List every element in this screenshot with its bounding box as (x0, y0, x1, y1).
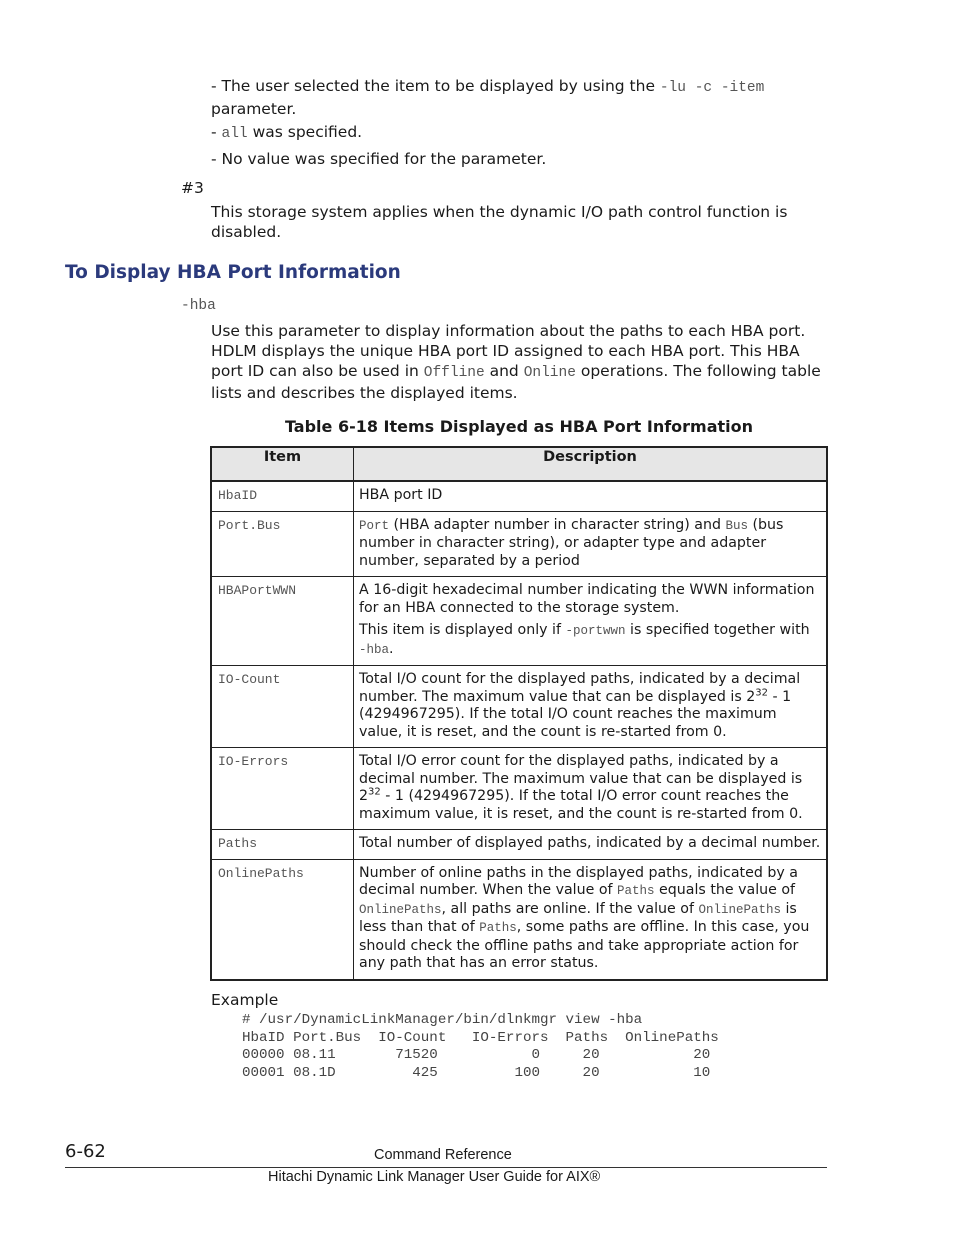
parameter-description: Use this parameter to display information about the paths to each HBA port. HDLM displays the unique HBA port ID assigned to each HBA port. This HBA port ID can also be used in Offline and Online operations. The following table lists and describes the displayed items. (211, 322, 821, 402)
description-cell: Number of online paths in the displayed paths, indicated by a decimal number. When the value of Paths equals the value of OnlinePaths, all paths are online. If the value of OnlinePaths is less than that of Paths, some paths are offline. In this case, you should check the offline paths and take appropriate action for any path that has an error status. (354, 859, 828, 980)
description-cell: Total I/O error count for the displayed paths, indicated by a decimal number. The maximum value that can be displayed is $2^{32} - 1$ (4294967295). If the total I/O error count reaches the maximum value, it is reset, and the count is re-started from 0. (354, 748, 828, 830)
note-marker: #3 (181, 179, 204, 197)
intro-line-1: - The user selected the item to be displayed by using the -lu -c -item parameter. (211, 77, 765, 118)
table-row (211, 666, 827, 748)
item-cell: Port.Bus (211, 511, 354, 577)
intro-line-3: - No value was specified for the parameter. (211, 150, 547, 168)
table-caption: Table 6-18 Items Displayed as HBA Port Information (284, 417, 754, 436)
table-row (211, 830, 827, 860)
footer-divider (65, 1167, 827, 1168)
section-heading: To Display HBA Port Information (65, 262, 401, 283)
header-item: Item (211, 447, 354, 481)
footer-chapter: Command Reference (374, 1147, 512, 1163)
footer-doc-title: Hitachi Dynamic Link Manager User Guide for AIX® (268, 1169, 601, 1185)
item-cell: IO-Count (211, 666, 354, 748)
description-cell: A 16-digit hexadecimal number indicating the WWN information for an HBA connected to the storage system. This item is displayed only if -portwwn is specified together with -hba. (354, 577, 828, 666)
hba-port-info-table (210, 446, 828, 981)
table-header-row (211, 447, 827, 481)
example-code-block: # /usr/DynamicLinkManager/bin/dlnkmgr view -hba HbaID Port.Bus IO-Count IO-Errors Paths OnlinePaths 00000 08.11 71520 0 20 20 00001 08.1D 425 100 20 10 (242, 1012, 719, 1081)
item-cell: Paths (211, 830, 354, 860)
item-cell: OnlinePaths (211, 859, 354, 980)
note-text: This storage system applies when the dynamic I/O path control function is disabled. (211, 203, 788, 241)
table-row (211, 748, 827, 830)
example-label: Example (211, 991, 279, 1009)
item-cell: IO-Errors (211, 748, 354, 830)
description-cell: Total I/O count for the displayed paths, indicated by a decimal number. The maximum value that can be displayed is $2^{32} - 1$ (4294967295). If the total I/O count reaches the maximum value, it is reset, and the count is re-started from 0. (354, 666, 828, 748)
parameter-name: -hba (181, 298, 216, 314)
table-row (211, 481, 827, 511)
item-cell: HBAPortWWN (211, 577, 354, 666)
description-cell: HBA port ID (354, 481, 828, 511)
table-row (211, 577, 827, 666)
intro-line-2: - all was specified. (211, 123, 363, 142)
description-cell: Total number of displayed paths, indicated by a decimal number. (354, 830, 828, 860)
table-row (211, 859, 827, 980)
header-description: Description (354, 447, 828, 481)
item-cell: HbaID (211, 481, 354, 511)
description-cell: Port (HBA adapter number in character string) and Bus (bus number in character string), or adapter type and adapter number, separated by a period (354, 511, 828, 577)
page-number: 6-62 (65, 1141, 106, 1162)
table-row (211, 511, 827, 577)
intro-block (211, 76, 831, 170)
